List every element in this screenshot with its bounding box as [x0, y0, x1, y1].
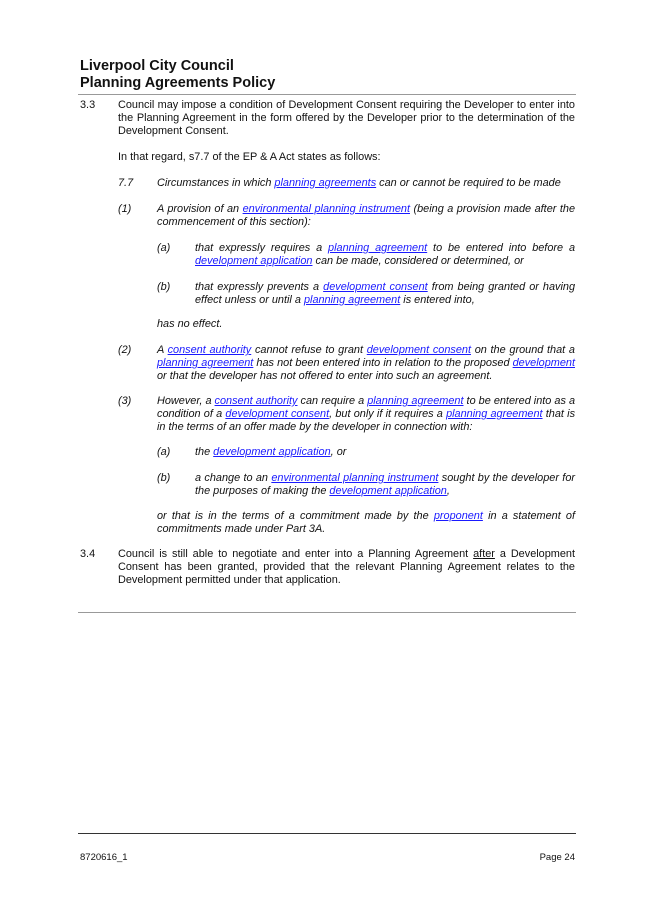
paragraph-text: Council may impose a condition of Development Consent requiring the Developer to enter into the Planning Agreement in the form offered by the Developer prior to the determination of the Development Consent. [118, 99, 575, 137]
paragraph-text: A provision of an [157, 203, 243, 215]
paragraph-number: (b) [157, 281, 171, 293]
definition-link[interactable]: environmental planning instrument [242, 203, 410, 215]
paragraph-text: that is in the terms of an offer made by the developer in connection with: [157, 408, 576, 433]
paragraph-text: is entered into, [400, 294, 475, 306]
paragraph-text: can be made, considered or determined, or [312, 255, 524, 267]
definition-link[interactable]: planning agreement [157, 357, 254, 369]
paragraph-text: that expressly requires a [195, 242, 329, 254]
paragraph-text: that expressly prevents a [195, 281, 324, 293]
paragraph-text: sought by the developer for the purposes of making the [195, 472, 575, 497]
paragraph-text: the [195, 446, 214, 458]
definition-link[interactable]: planning agreement [303, 294, 401, 306]
paragraph-text: after [473, 548, 495, 560]
paragraph-text: A [157, 344, 168, 356]
paragraph-number: (a) [157, 242, 171, 254]
paragraph-text: or that the developer has not offered to enter into such an agreement. [157, 370, 493, 382]
paragraph-text: , [446, 485, 450, 497]
paragraph-text: from being granted or having effect unless or until a [195, 281, 576, 306]
definition-link[interactable]: development consent [366, 344, 471, 356]
paragraph [195, 281, 575, 307]
paragraph-text: on the ground that a [470, 344, 575, 356]
definition-link[interactable]: development application [195, 255, 313, 267]
paragraph-text: has not been entered into in relation to the proposed [253, 357, 513, 369]
definition-link[interactable]: consent authority [214, 395, 298, 407]
paragraph-number: (b) [157, 472, 171, 484]
paragraph-text: Council is still able to negotiate and enter into a Planning Agreement [118, 548, 474, 560]
paragraph-text: (being a provision made after the commencement of this section): [157, 203, 576, 228]
paragraph-number: 3.4 [80, 548, 96, 560]
paragraph-text: However, a [157, 395, 215, 407]
definition-link[interactable]: environmental planning instrument [271, 472, 439, 484]
definition-link[interactable]: planning agreement [328, 242, 428, 254]
definition-link[interactable]: planning agreements [274, 177, 377, 189]
paragraph [157, 203, 575, 229]
paragraph-text: or that is in the terms of a commitment made by the [157, 510, 434, 522]
paragraph-text: , or [330, 446, 347, 458]
paragraph-number: (3) [118, 395, 132, 407]
paragraph-text: can or cannot be required to be made [376, 177, 561, 189]
paragraph-text: to be entered into as a condition of a [157, 395, 575, 420]
paragraph [118, 548, 575, 587]
paragraph-number: (a) [157, 446, 171, 458]
paragraph-text: has no effect. [157, 318, 223, 330]
footer-doc-id: 8720616_1 [80, 852, 128, 863]
paragraph-text: can require a [297, 395, 368, 407]
paragraph [157, 177, 575, 190]
paragraph-number: 3.3 [80, 99, 96, 111]
paragraph-text: to be entered into before a [427, 242, 576, 254]
paragraph-text: , but only if it requires a [329, 408, 447, 420]
paragraph [195, 472, 575, 498]
footer-divider [78, 833, 576, 834]
paragraph-text: In that regard, s7.7 of the EP & A Act states as follows: [118, 151, 381, 163]
paragraph-number: (1) [118, 203, 132, 215]
header-divider [78, 94, 576, 95]
paragraph [157, 395, 575, 434]
paragraph-text: a Development Consent has been granted, provided that the relevant Planning Agreement relates to the Development permitted under that application. [118, 548, 575, 586]
paragraph [118, 99, 575, 138]
paragraph [157, 510, 575, 536]
definition-link[interactable]: development [512, 357, 575, 369]
paragraph-text: cannot refuse to grant [251, 344, 367, 356]
definition-link[interactable]: proponent [433, 510, 483, 522]
paragraph [118, 151, 575, 164]
paragraph-text: a change to an [195, 472, 272, 484]
definition-link[interactable]: planning agreement [367, 395, 464, 407]
paragraph-number: 7.7 [118, 177, 134, 189]
paragraph-text: in a statement of commitments made under Part 3A. [157, 510, 575, 535]
definition-link[interactable]: development consent [225, 408, 330, 420]
footer-page-number: Page 24 [539, 852, 575, 863]
paragraph [195, 446, 575, 459]
header-organisation: Liverpool City Council [80, 58, 234, 74]
header-title: Planning Agreements Policy [80, 75, 276, 91]
definition-link[interactable]: development consent [323, 281, 428, 293]
section-divider [78, 612, 576, 613]
paragraph [157, 344, 575, 383]
definition-link[interactable]: consent authority [167, 344, 252, 356]
paragraph-text: Circumstances in which [157, 177, 275, 189]
definition-link[interactable]: planning agreement [446, 408, 543, 420]
paragraph-number: (2) [118, 344, 132, 356]
paragraph [157, 318, 575, 331]
definition-link[interactable]: development application [329, 485, 447, 497]
definition-link[interactable]: development application [213, 446, 331, 458]
paragraph [195, 242, 575, 268]
